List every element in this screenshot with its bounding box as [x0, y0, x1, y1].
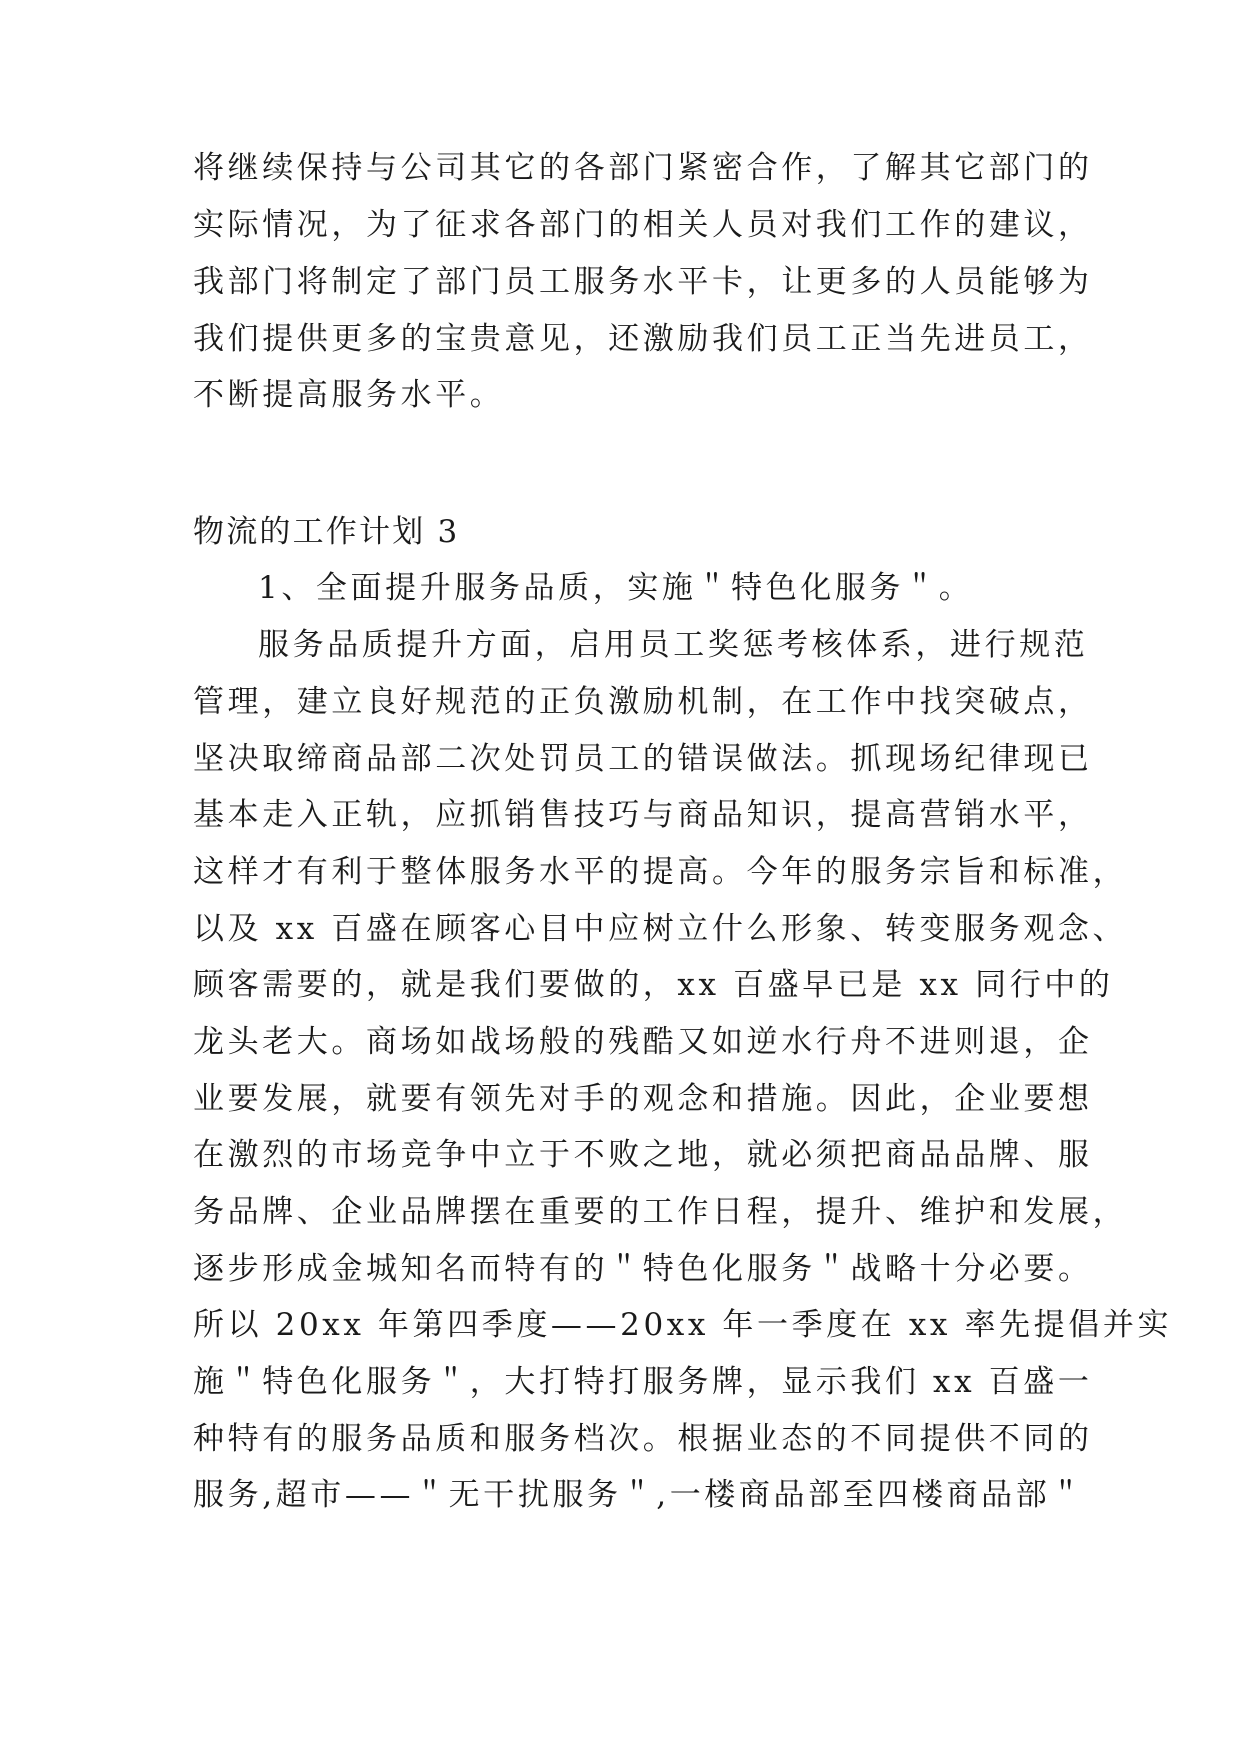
paragraph-line: 这样才有利于整体服务水平的提高。今年的服务宗旨和标准，: [193, 854, 1128, 890]
paragraph-line: 实际情况，为了征求各部门的相关人员对我们工作的建议，: [193, 207, 1093, 243]
paragraph-line: 施＂特色化服务＂，大打特打服务牌，显示我们 xx 百盛一: [193, 1364, 1093, 1400]
paragraph-line: 以及 xx 百盛在顾客心目中应树立什么形象、转变服务观念、: [193, 911, 1128, 947]
paragraph-line: 龙头老大。商场如战场般的残酷又如逆水行舟不进则退，企: [193, 1024, 1093, 1060]
paragraph-line: 业要发展，就要有领先对手的观念和措施。因此，企业要想: [193, 1081, 1093, 1117]
section-title: 物流的工作计划 3: [193, 514, 460, 550]
paragraph-line: 逐步形成金城知名而特有的＂特色化服务＂战略十分必要。: [193, 1251, 1093, 1287]
paragraph-line: 服务品质提升方面，启用员工奖惩考核体系，进行规范: [258, 627, 1089, 663]
paragraph-line: 服务,超市——＂无干扰服务＂,一楼商品部至四楼商品部＂: [193, 1477, 1085, 1513]
paragraph-line: 务品牌、企业品牌摆在重要的工作日程，提升、维护和发展，: [193, 1194, 1128, 1230]
paragraph-line: 种特有的服务品质和服务档次。根据业态的不同提供不同的: [193, 1421, 1093, 1457]
paragraph-line: 不断提高服务水平。: [193, 377, 505, 413]
paragraph-line: 我们提供更多的宝贵意见，还激励我们员工正当先进员工，: [193, 321, 1093, 357]
paragraph-line: 所以 20xx 年第四季度——20xx 年一季度在 xx 率先提倡并实: [193, 1307, 1173, 1343]
paragraph-line: 我部门将制定了部门员工服务水平卡，让更多的人员能够为: [193, 264, 1093, 300]
paragraph-line: 坚决取缔商品部二次处罚员工的错误做法。抓现场纪律现已: [193, 741, 1093, 777]
paragraph-line: 基本走入正轨，应抓销售技巧与商品知识，提高营销水平，: [193, 797, 1093, 833]
paragraph-line: 顾客需要的，就是我们要做的，xx 百盛早已是 xx 同行中的: [193, 967, 1114, 1003]
paragraph-line: 将继续保持与公司其它的各部门紧密合作，了解其它部门的: [193, 150, 1093, 186]
paragraph-line: 管理，建立良好规范的正负激励机制，在工作中找突破点，: [193, 684, 1093, 720]
paragraph-line: 在激烈的市场竞争中立于不败之地，就必须把商品品牌、服: [193, 1137, 1093, 1173]
list-item: 1、全面提升服务品质，实施＂特色化服务＂。: [258, 570, 974, 606]
